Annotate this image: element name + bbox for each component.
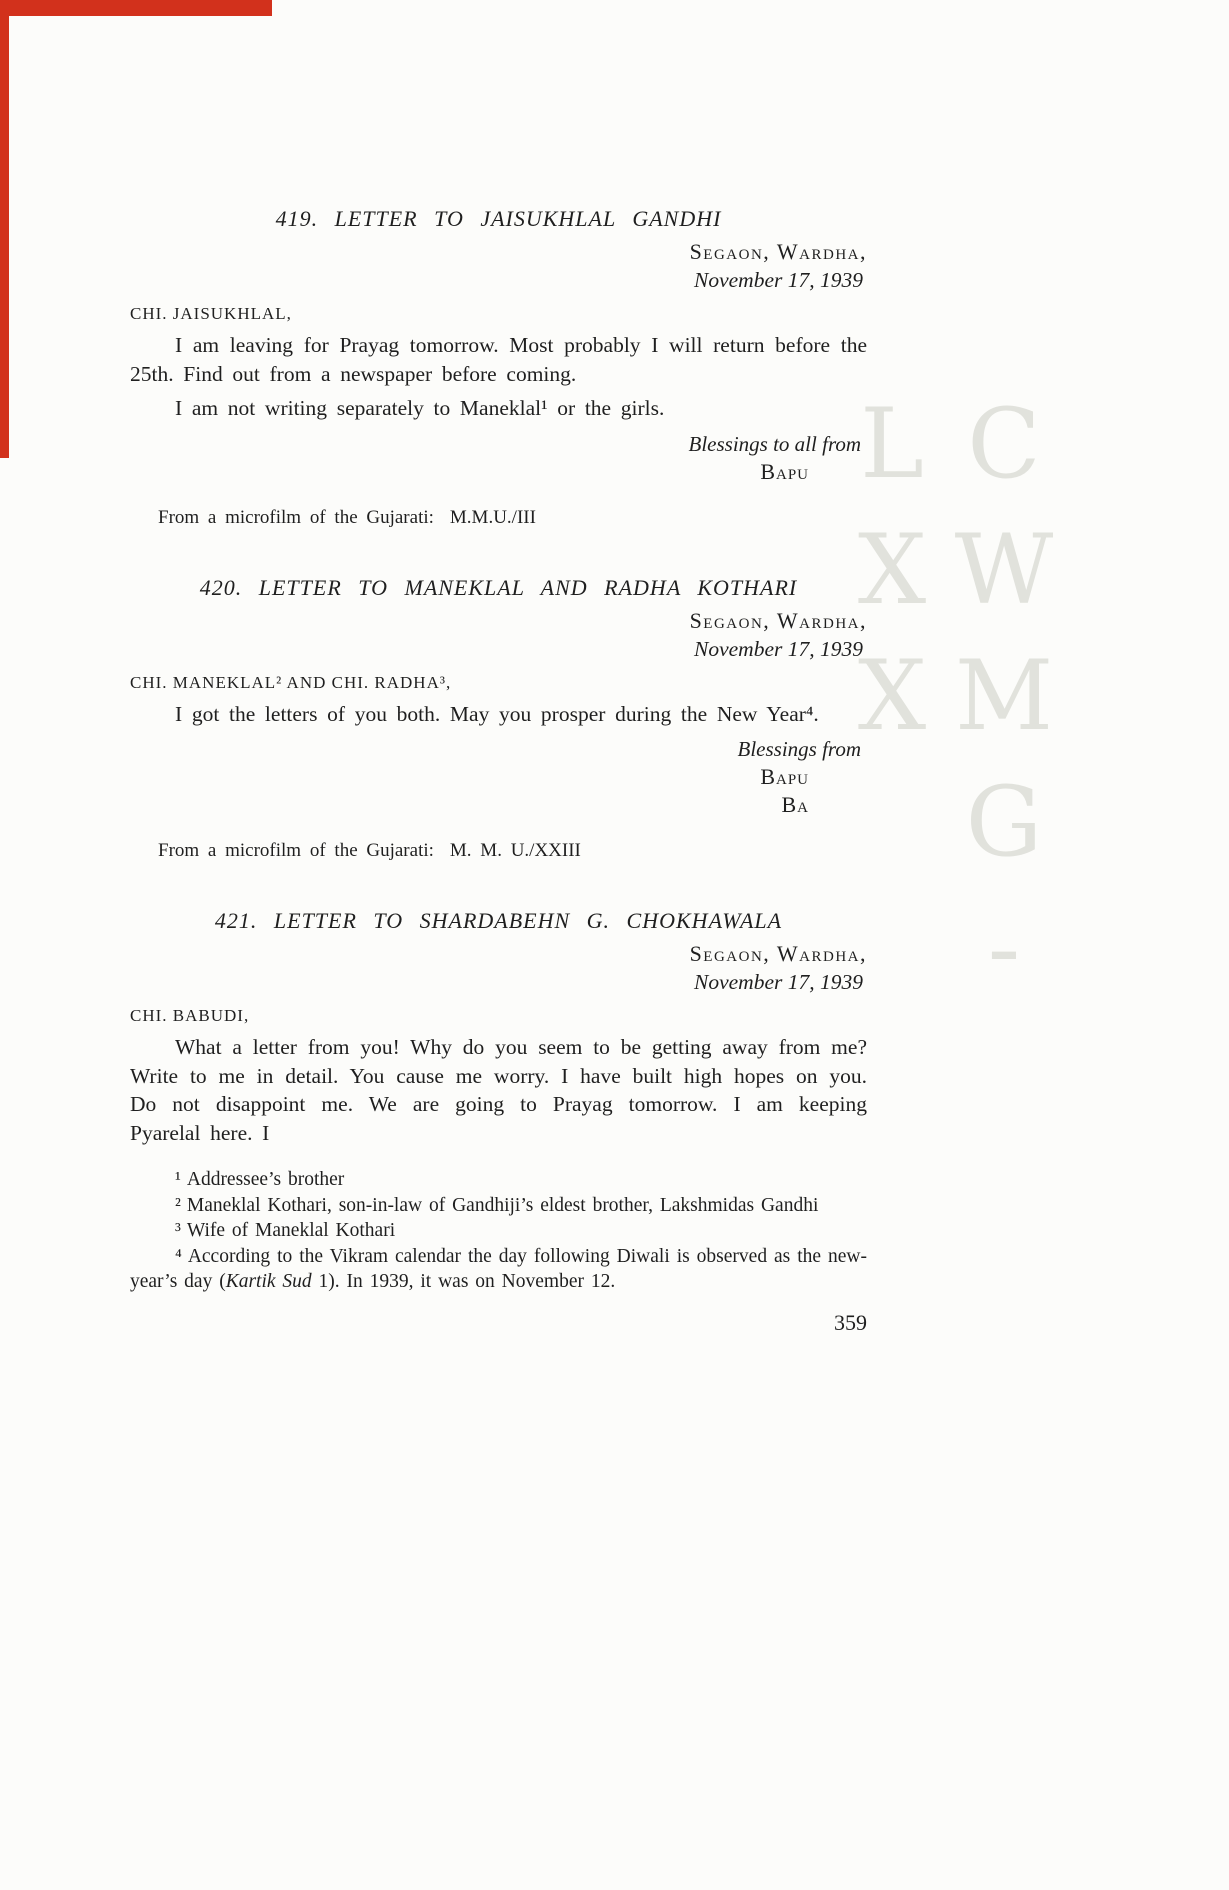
letter-paragraph: What a letter from you! Why do you seem to be getting away from me? Write to me in detail. You cause me worry. I have built high hopes on you. Do not disappoint me. We are going to Prayag tomorrow. I am keeping Pyarelal here. I bbox=[130, 1035, 867, 1145]
footnote-text: Addressee’s brother bbox=[186, 1169, 345, 1190]
valediction: Blessings from bbox=[737, 737, 861, 761]
source-line bbox=[130, 839, 867, 863]
footnote-marker: ¹ bbox=[175, 1169, 181, 1190]
place-line: Segaon, Wardha, bbox=[689, 239, 867, 264]
watermark-volume-label: CWMG-LXX bbox=[836, 388, 1060, 1018]
source-label: From a microfilm of the Gujarati: bbox=[158, 506, 434, 528]
scan-edge-left bbox=[0, 0, 9, 458]
footnotes bbox=[130, 1167, 867, 1295]
footnote-text: According to the Vikram calendar the day following Diwali is observed as the new-year’s day ( bbox=[130, 1245, 867, 1292]
footnote-2 bbox=[130, 1193, 867, 1219]
footnote-1 bbox=[130, 1167, 867, 1193]
source-ref: M.M.U./III bbox=[449, 506, 536, 528]
source-ref: M. M. U./XXIII bbox=[449, 840, 581, 861]
place-line: Segaon, Wardha, bbox=[689, 607, 867, 633]
dateline bbox=[130, 606, 867, 664]
signature: Ba bbox=[781, 792, 809, 817]
signature: Bapu bbox=[760, 458, 809, 484]
letter-heading: 421. LETTER TO SHARDABEHN G. CHOKHAWALA bbox=[214, 908, 783, 933]
date-line: November 17, 1939 bbox=[694, 970, 863, 994]
source-line bbox=[130, 506, 867, 530]
footnote-italic-text: Kartik Sud bbox=[225, 1271, 312, 1292]
footnote-4 bbox=[130, 1244, 867, 1295]
salutation: CHI. MANEKLAL² AND CHI. RADHA³, bbox=[130, 672, 452, 692]
page-number: 359 bbox=[834, 1309, 867, 1335]
footnote-marker: ⁴ bbox=[175, 1245, 182, 1267]
place-line: Segaon, Wardha, bbox=[689, 941, 867, 966]
letter-heading: 420. LETTER TO MANEKLAL AND RADHA KOTHARI bbox=[199, 574, 798, 600]
page-content bbox=[130, 205, 867, 1337]
dateline bbox=[130, 237, 867, 295]
footnote-text: 1). In 1939, it was on November 12. bbox=[311, 1271, 616, 1292]
salutation: CHI. BABUDI, bbox=[130, 1006, 250, 1025]
salutation: CHI. JAISUKHLAL, bbox=[130, 304, 292, 323]
scan-edge-top bbox=[0, 0, 272, 16]
letter-420 bbox=[130, 574, 867, 864]
signature: Bapu bbox=[760, 764, 809, 789]
letter-paragraph: I got the letters of you both. May you prosper during the New Year⁴. bbox=[175, 701, 819, 726]
letter-paragraph: I am not writing separately to Maneklal¹ or the girls. bbox=[175, 396, 665, 420]
footnote-text: Maneklal Kothari, son-in-law of Gandhiji’s eldest brother, Lakshmidas Gandhi bbox=[186, 1194, 819, 1216]
letter-heading: 419. LETTER TO JAISUKHLAL GANDHI bbox=[275, 206, 722, 231]
dateline bbox=[130, 939, 867, 997]
date-line: November 17, 1939 bbox=[694, 268, 863, 292]
valediction: Blessings to all from bbox=[688, 431, 861, 456]
footnote-text: Wife of Maneklal Kothari bbox=[186, 1220, 396, 1241]
footnote-marker: ² bbox=[175, 1194, 181, 1216]
letter-paragraph: I am leaving for Prayag tomorrow. Most probably I will return before the 25th. Find out from a newspaper before coming. bbox=[130, 333, 867, 386]
source-label: From a microfilm of the Gujarati: bbox=[158, 840, 434, 861]
date-line: November 17, 1939 bbox=[694, 636, 863, 661]
letter-419 bbox=[130, 205, 867, 530]
letter-421 bbox=[130, 907, 867, 1147]
footnote-3 bbox=[130, 1218, 867, 1244]
footnote-marker: ³ bbox=[175, 1220, 181, 1241]
